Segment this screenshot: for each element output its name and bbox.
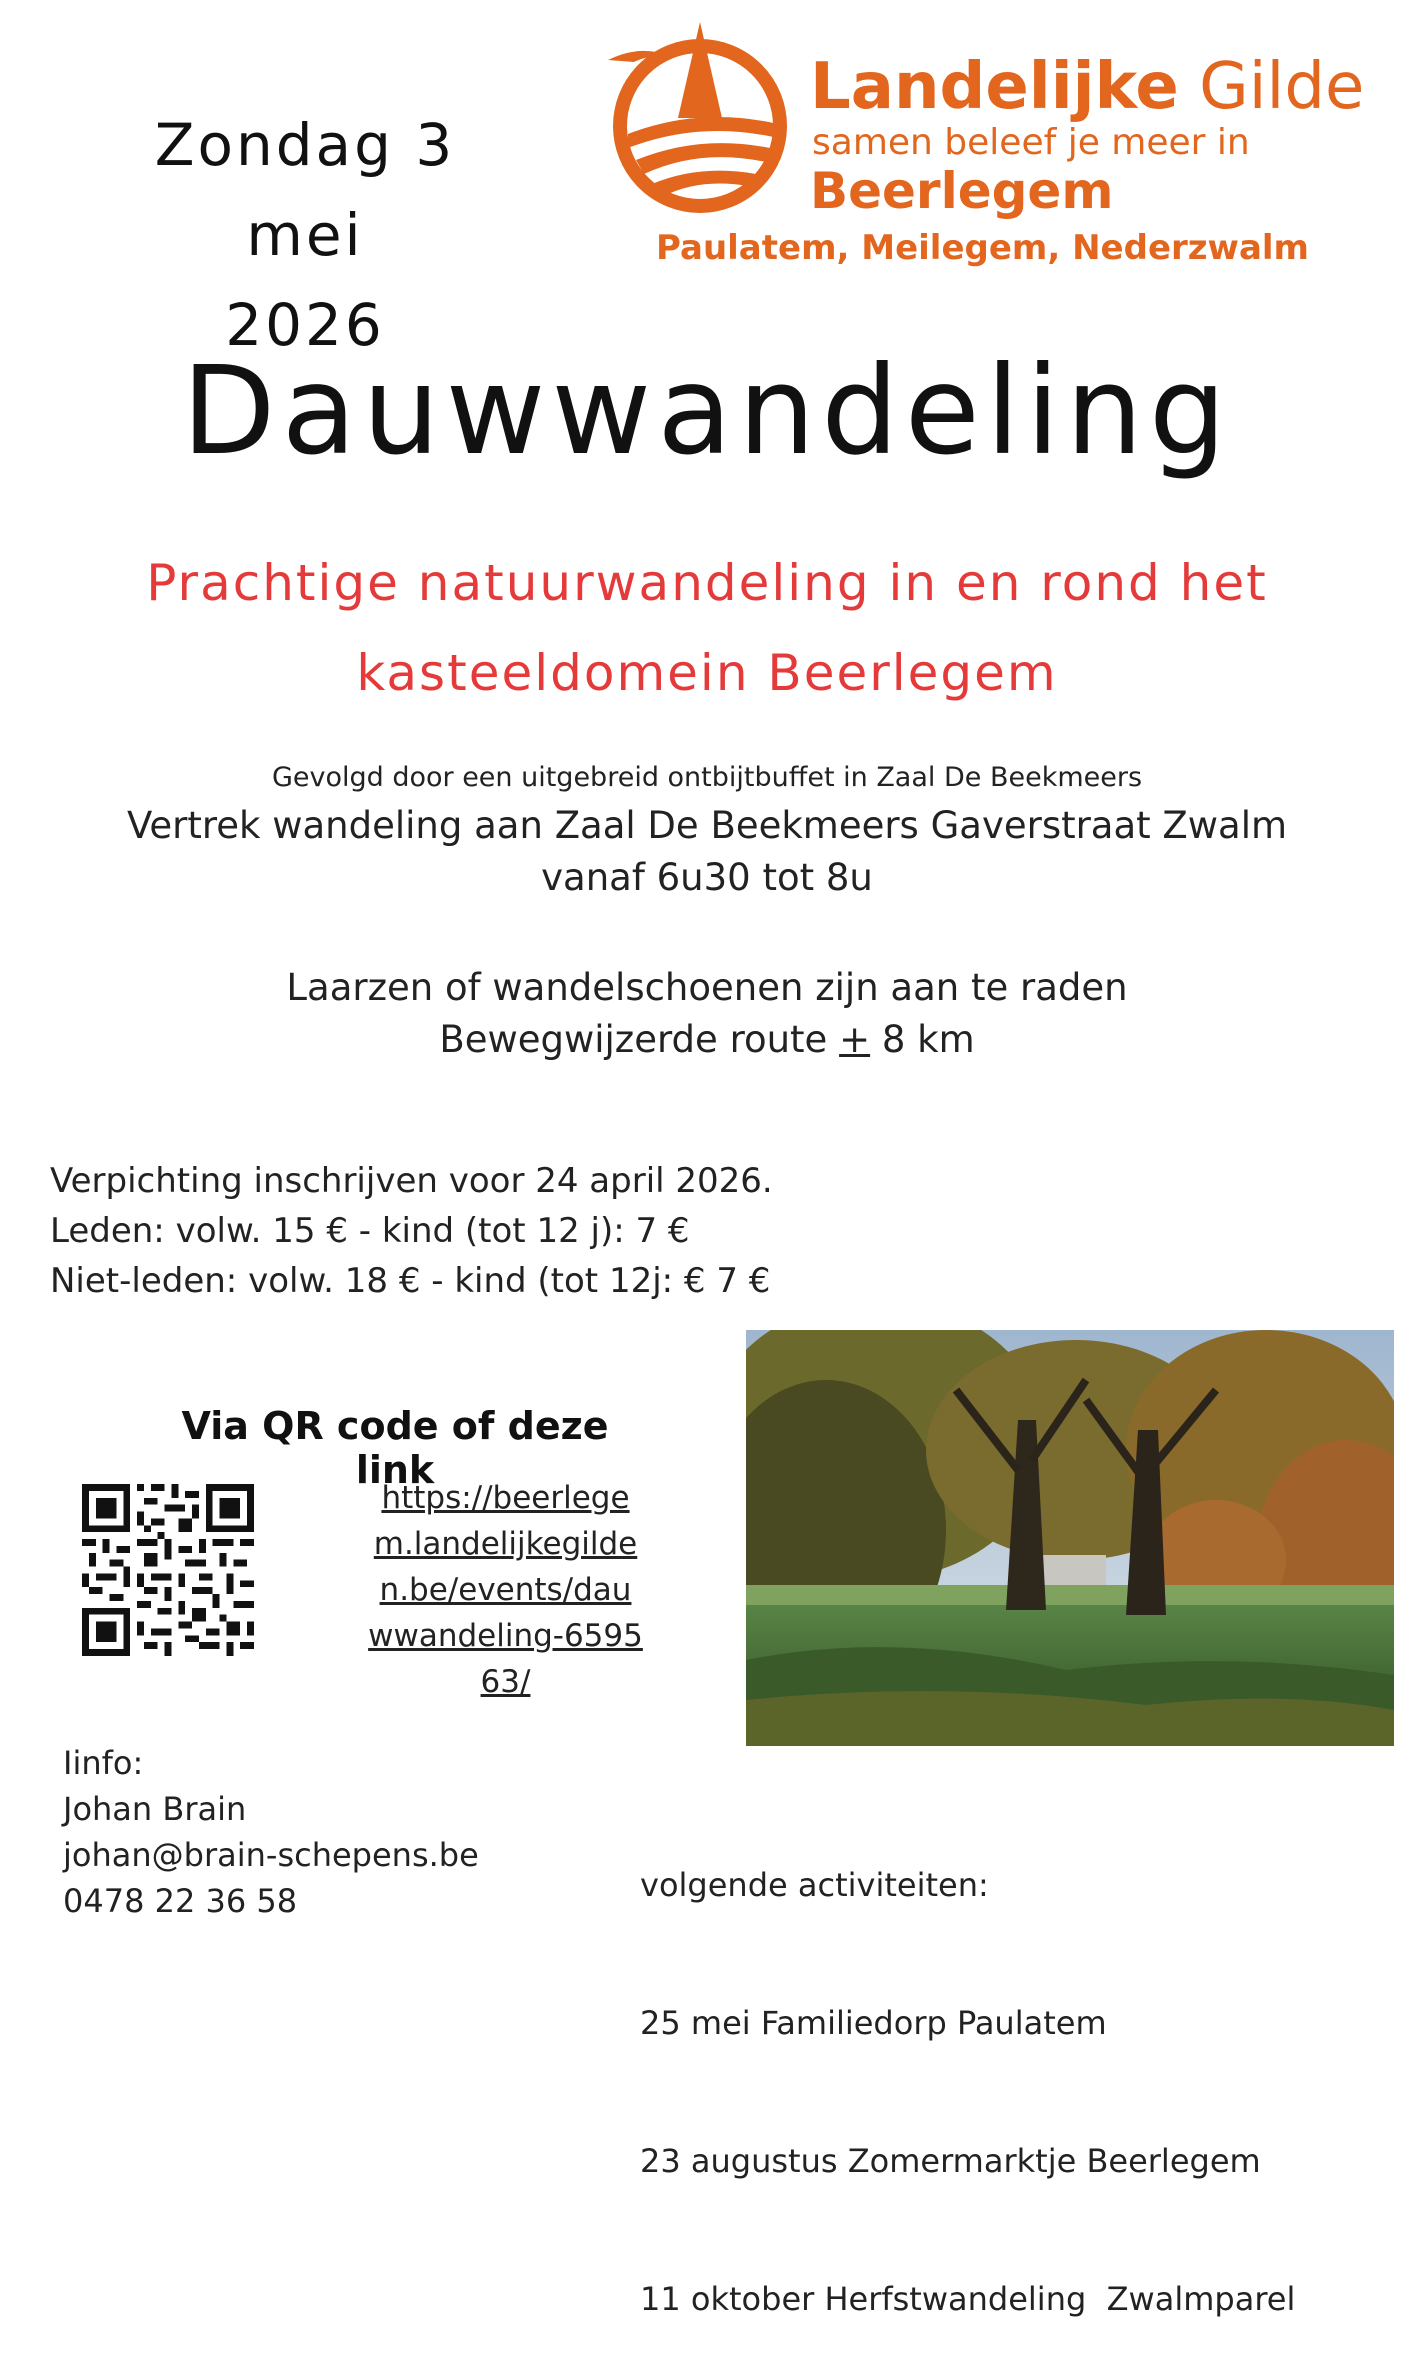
route-suffix: 8 km <box>870 1018 975 1061</box>
landelijke-gilde-logo <box>600 14 1390 274</box>
route-info <box>0 962 1414 1066</box>
qr-code-icon[interactable] <box>82 1484 254 1656</box>
list-item: 23 augustus Zomermarktje Beerlegem <box>640 2142 1261 2180</box>
route-plus-minus: + <box>839 1018 871 1061</box>
footwear-advice: Laarzen of wandelschoenen zijn aan te raden <box>286 966 1128 1009</box>
signup-heading: Via QR code of deze link <box>181 1404 609 1492</box>
logo-town: Beerlegem <box>810 162 1114 220</box>
subtitle-line-1: Prachtige natuurwandeling in en rond het <box>146 554 1268 612</box>
event-subtitle <box>100 538 1314 718</box>
event-date-year: 2026 <box>225 291 385 359</box>
registration-deadline: Verpichting inschrijven voor 24 april 2026. <box>50 1161 773 1201</box>
contact-email[interactable]: johan@brain-schepens.be <box>63 1836 479 1874</box>
list-item: 25 mei Familiedorp Paulatem <box>640 2004 1107 2042</box>
logo-tagline: samen beleef je meer in <box>812 122 1250 163</box>
next-activities-heading: volgende activiteiten: <box>640 1866 989 1904</box>
signup-link[interactable]: https://beerlegem.landelijkegilden.be/events/dauwwandeling-659563/ <box>368 1480 643 1700</box>
event-date-day: Zondag 3 mei <box>154 111 456 269</box>
logo-emblem-icon <box>600 14 800 214</box>
next-activities <box>640 1770 1380 2368</box>
route-distance <box>0 1014 1414 1066</box>
logo-org-name <box>810 50 1364 124</box>
event-date <box>95 100 515 370</box>
logo-org-light: Gilde <box>1178 50 1365 124</box>
contact-phone[interactable]: 0478 22 36 58 <box>63 1882 298 1920</box>
contact-label: Iinfo: <box>63 1744 144 1782</box>
registration-info <box>50 1156 950 1306</box>
route-prefix: Bewegwijzerde route <box>439 1018 840 1061</box>
logo-villages: Paulatem, Meilegem, Nederzwalm <box>656 228 1309 268</box>
contact-name: Johan Brain <box>63 1790 247 1828</box>
subtitle-line-2: kasteeldomein Beerlegem <box>356 644 1058 702</box>
list-item: 11 oktober Herfstwandeling Zwalmparel <box>640 2280 1296 2318</box>
departure-location: Vertrek wandeling aan Zaal De Beekmeers Gaverstraat Zwalm <box>126 804 1288 847</box>
breakfast-note: Gevolgd door een uitgebreid ontbijtbuffet in Zaal De Beekmeers <box>271 762 1143 793</box>
page-title: Dauwwandeling <box>181 340 1233 482</box>
departure-info <box>0 800 1414 904</box>
castle-park-photo <box>746 1330 1394 1746</box>
departure-time: vanaf 6u30 tot 8u <box>541 856 873 899</box>
contact-info <box>63 1740 583 1924</box>
member-prices: Leden: volw. 15 € - kind (tot 12 j): 7 € <box>50 1211 690 1251</box>
logo-org-bold: Landelijke <box>810 50 1179 124</box>
non-member-prices: Niet-leden: volw. 18 € - kind (tot 12j: € 7 € <box>50 1261 771 1301</box>
